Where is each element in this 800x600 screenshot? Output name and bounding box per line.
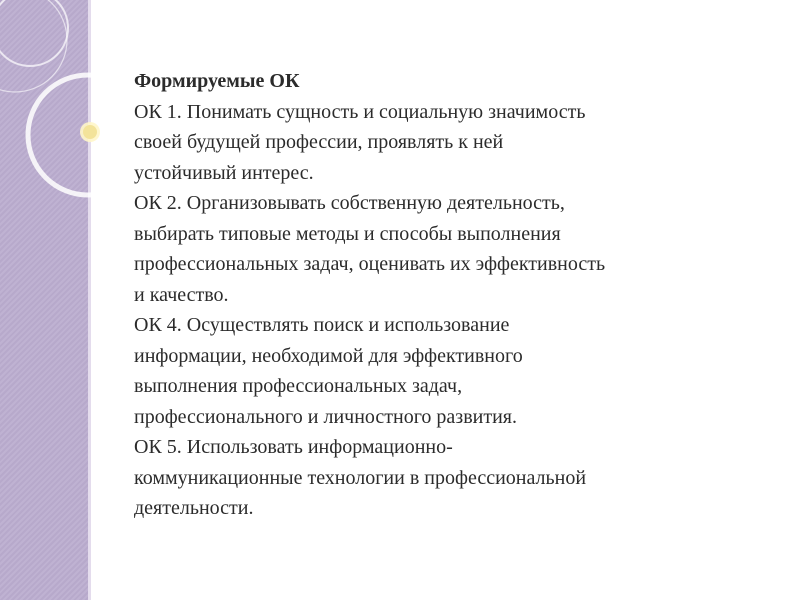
text-line: профессионального и личностного развития.: [134, 405, 517, 428]
text-line: деятельности.: [134, 497, 254, 519]
thin-ring: [0, 0, 67, 92]
text-line: ОК 5. Использовать информационно-: [134, 436, 453, 458]
accent-dot: [83, 125, 97, 139]
text-line: информации, необходимой для эффективного: [134, 344, 523, 367]
text-line: своей будущей профессии, проявлять к ней: [134, 131, 504, 153]
slide-content: [134, 66, 774, 524]
competency-ok2: [134, 188, 774, 310]
text-line: выполнения профессиональных задач,: [134, 375, 463, 397]
competency-ok4: [134, 310, 774, 432]
text-line: ОК 2. Организовывать собственную деятельность,: [134, 192, 565, 214]
text-line: профессиональных задач, оценивать их эффективность: [134, 253, 606, 275]
small-dot: [101, 111, 107, 117]
text-line: ОК 4. Осуществлять поиск и использование: [134, 314, 510, 336]
text-line: коммуникационные технологии в профессиональной: [134, 466, 587, 489]
competency-ok1: [134, 97, 774, 189]
text-line: ОК 1. Понимать сущность и социальную значимость: [134, 100, 586, 123]
text-line: выбирать типовые методы и способы выполнения: [134, 222, 561, 245]
competency-ok5: [134, 432, 774, 524]
decorative-circles: [0, 0, 140, 260]
text-line: устойчивый интерес.: [134, 161, 314, 184]
text-line: и качество.: [134, 283, 229, 306]
slide-title: Формируемые ОК: [134, 70, 300, 92]
